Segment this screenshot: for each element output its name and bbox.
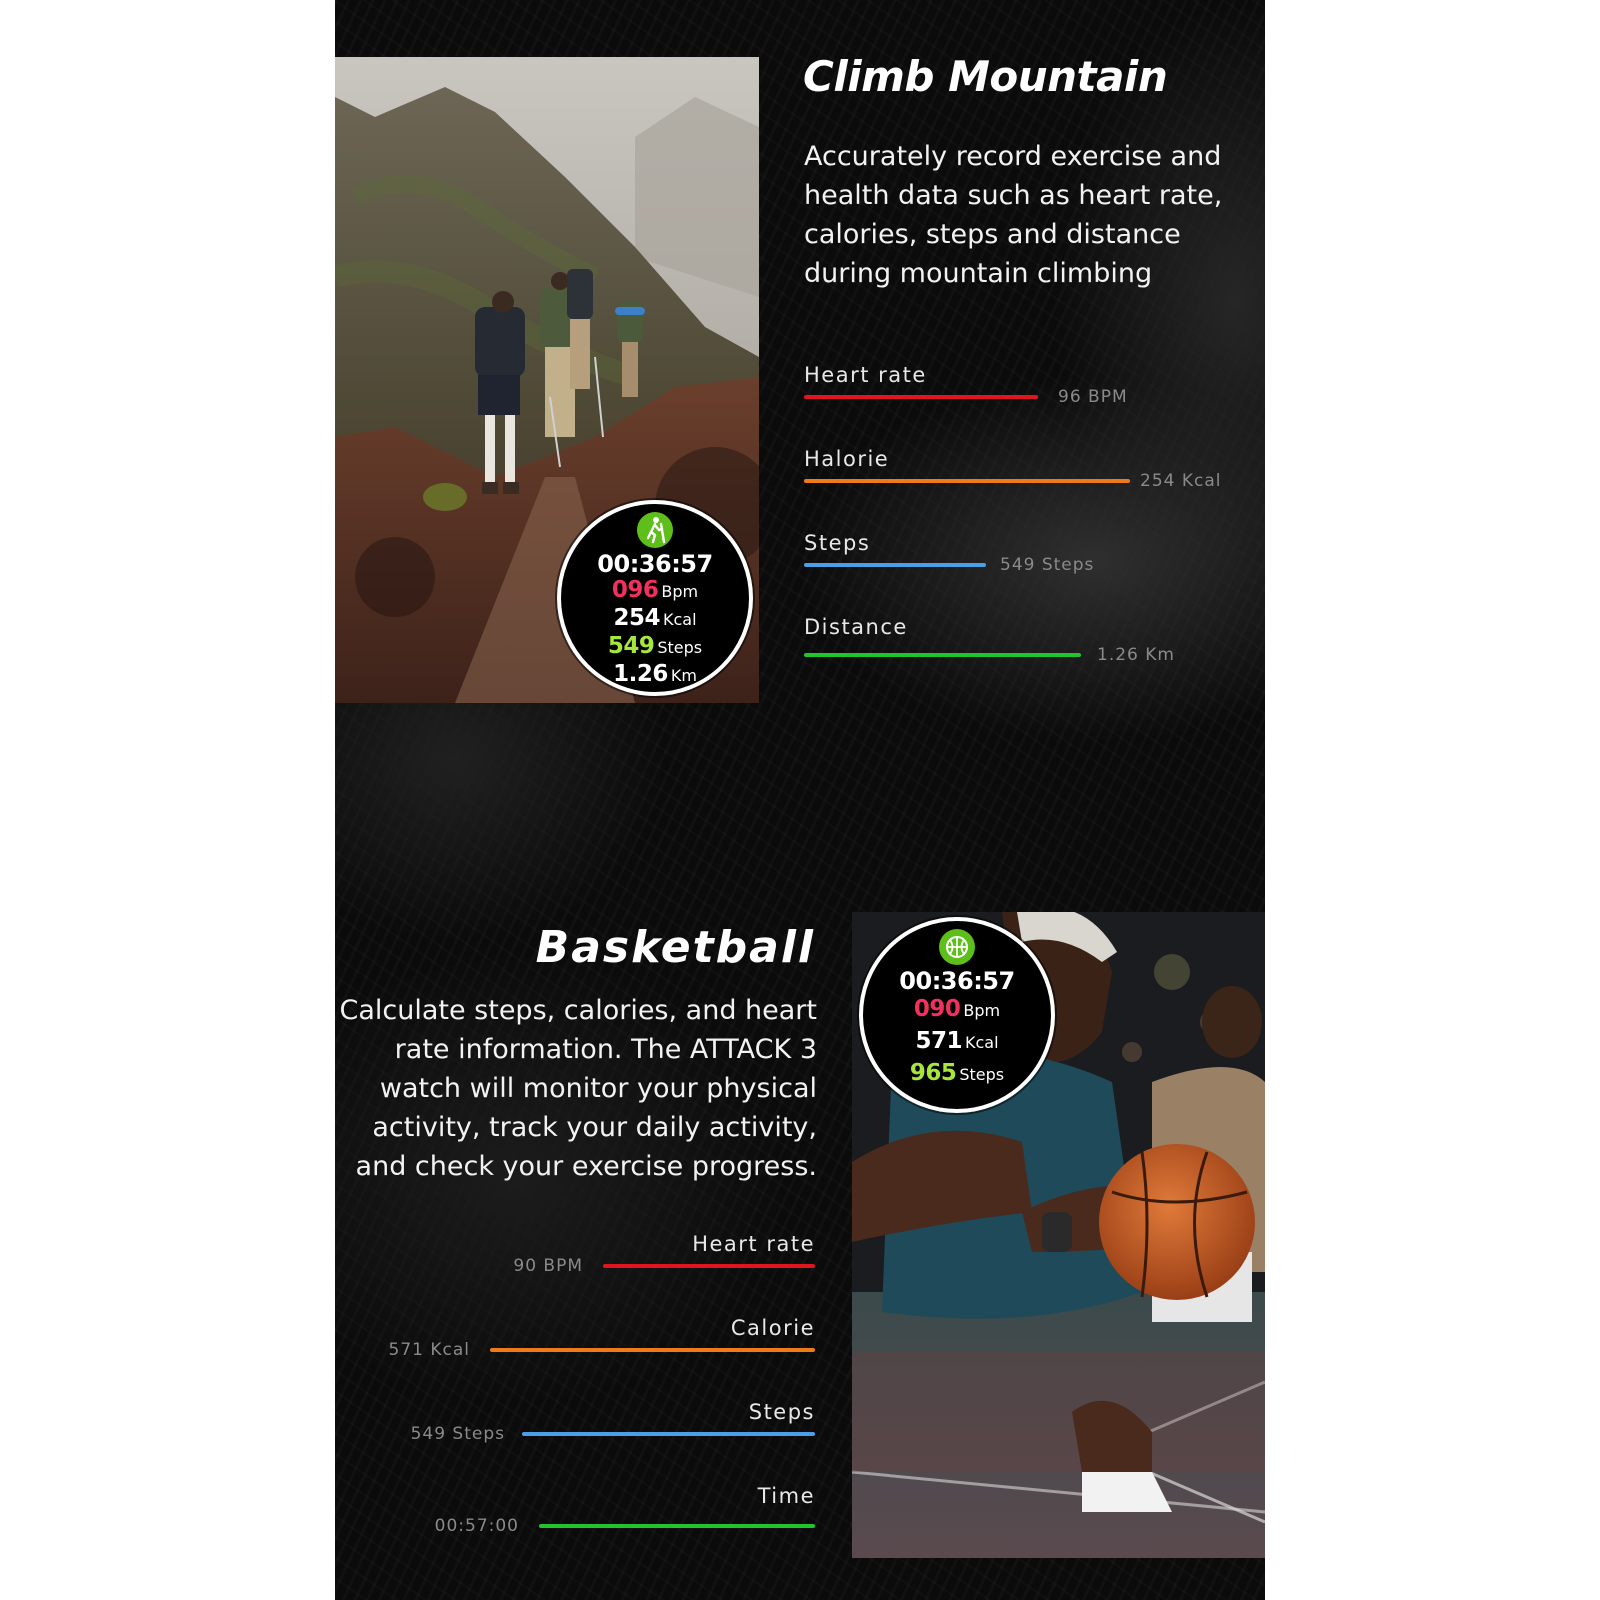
watch-heart-unit: Bpm bbox=[963, 1001, 1001, 1020]
climb-metric-calorie bbox=[804, 447, 1244, 517]
basketball-metric-time bbox=[375, 1484, 815, 1554]
metric-label: Steps bbox=[748, 1400, 815, 1424]
watch-distance-value: 1.26 bbox=[613, 661, 668, 687]
metric-label: Distance bbox=[804, 615, 908, 639]
watch-steps-unit: Steps bbox=[657, 638, 703, 657]
watch-heart-unit: Bpm bbox=[661, 582, 699, 601]
smartwatch-climb-display bbox=[557, 500, 753, 696]
metric-label: Heart rate bbox=[692, 1232, 815, 1256]
metric-label: Halorie bbox=[804, 447, 890, 471]
watch-distance-row bbox=[561, 661, 749, 689]
watch-heart-row bbox=[863, 994, 1051, 1026]
basketball-icon bbox=[939, 929, 975, 965]
watch-time: 00:36:57 bbox=[899, 967, 1015, 995]
dark-rock-background-panel bbox=[335, 0, 1265, 1600]
watch-steps-value: 965 bbox=[909, 1060, 957, 1086]
basketball-title: Basketball bbox=[535, 922, 815, 973]
climb-metric-steps bbox=[804, 531, 1244, 601]
metric-value: 571 Kcal bbox=[388, 1340, 470, 1360]
metric-value: 549 Steps bbox=[1000, 555, 1095, 575]
watch-kcal-unit: Kcal bbox=[662, 610, 697, 629]
calorie-bar bbox=[490, 1348, 815, 1352]
steps-bar bbox=[522, 1432, 815, 1436]
watch-kcal-row bbox=[863, 1026, 1051, 1058]
heart-rate-bar bbox=[804, 395, 1038, 399]
metric-value: 90 BPM bbox=[513, 1256, 583, 1276]
metric-label: Heart rate bbox=[804, 363, 927, 387]
climb-metric-distance bbox=[804, 615, 1244, 685]
basketball-description: Calculate steps, calories, and heart rate information. The ATTACK 3 watch will monitor your physical activity, track your daily activity, and check your exercise progress. bbox=[339, 995, 817, 1182]
watch-steps-unit: Steps bbox=[959, 1065, 1005, 1084]
basketball-metric-heart-rate bbox=[375, 1232, 815, 1302]
watch-kcal-unit: Kcal bbox=[964, 1033, 999, 1052]
hiking-icon bbox=[637, 512, 673, 548]
metric-value: 1.26 Km bbox=[1097, 645, 1175, 665]
metric-value: 549 Steps bbox=[410, 1424, 505, 1444]
climb-metric-heart-rate bbox=[804, 363, 1244, 433]
smartwatch-basketball-display bbox=[859, 917, 1055, 1113]
watch-kcal-value: 254 bbox=[613, 605, 660, 631]
basketball-metric-calorie bbox=[375, 1316, 815, 1386]
distance-bar bbox=[804, 653, 1081, 657]
basketball-metric-steps bbox=[375, 1400, 815, 1470]
watch-steps-row bbox=[561, 633, 749, 661]
watch-heart-row bbox=[561, 577, 749, 605]
calorie-bar bbox=[804, 479, 1130, 483]
metric-value: 254 Kcal bbox=[1140, 471, 1222, 491]
metric-label: Steps bbox=[804, 531, 871, 555]
watch-heart-value: 096 bbox=[611, 577, 659, 603]
metric-label: Calorie bbox=[730, 1316, 815, 1340]
metric-value: 96 BPM bbox=[1058, 387, 1128, 407]
climb-mountain-title: Climb Mountain bbox=[803, 52, 1168, 101]
metric-label: Time bbox=[757, 1484, 815, 1508]
watch-time: 00:36:57 bbox=[597, 550, 713, 578]
watch-steps-value: 549 bbox=[607, 633, 655, 659]
steps-bar bbox=[804, 563, 986, 567]
watch-kcal-row bbox=[561, 605, 749, 633]
time-bar bbox=[539, 1524, 815, 1528]
heart-rate-bar bbox=[603, 1264, 815, 1268]
watch-steps-row bbox=[863, 1058, 1051, 1090]
watch-heart-value: 090 bbox=[913, 996, 961, 1022]
watch-kcal-value: 571 bbox=[915, 1028, 962, 1054]
watch-distance-unit: Km bbox=[670, 666, 697, 685]
metric-value: 00:57:00 bbox=[434, 1516, 519, 1536]
climb-mountain-description: Accurately record exercise and health data such as heart rate, calories, steps and distance during mountain climbing bbox=[804, 141, 1223, 289]
